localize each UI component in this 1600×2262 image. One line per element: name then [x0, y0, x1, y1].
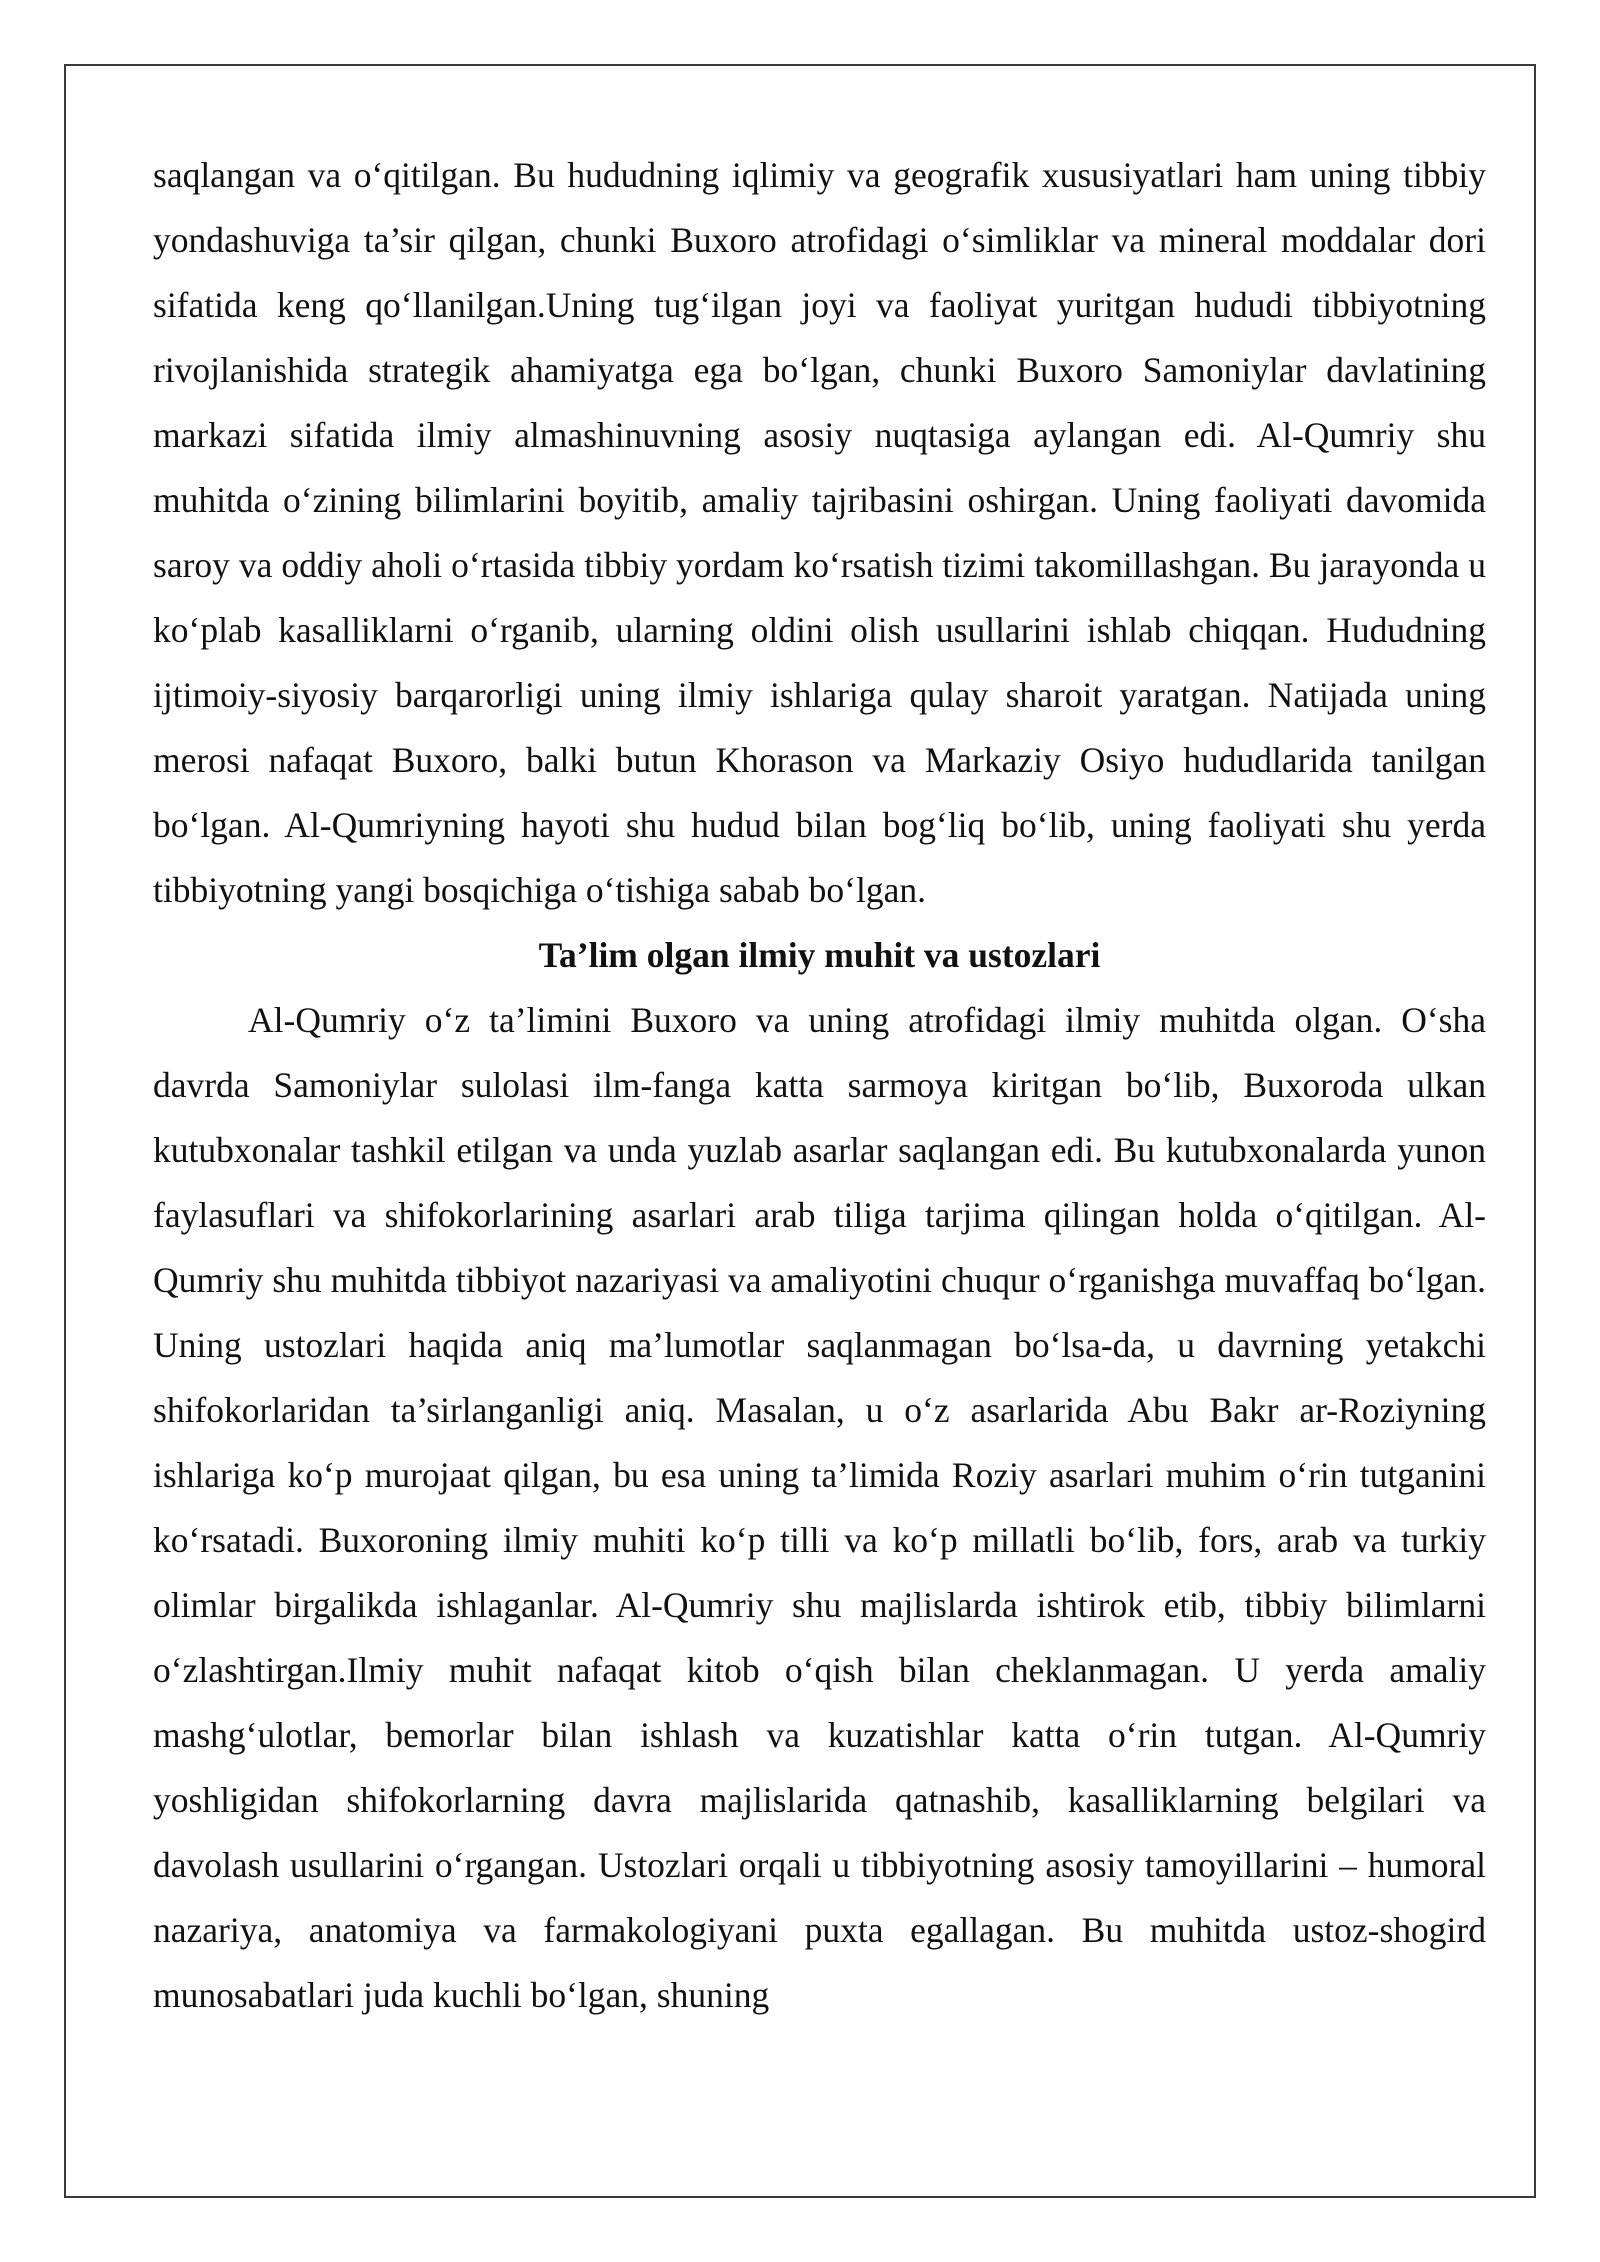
- section-heading: Ta’lim olgan ilmiy muhit va ustozlari: [538, 935, 1101, 975]
- paragraph-continued: saqlangan va o‘qitilgan. Bu hududning iqlimiy va geografik xususiyatlari ham uning tibbiy yondashuviga ta’sir qilgan, chunki Buxoro atrofidagi o‘simliklar va mineral moddalar dori sifatida keng qo‘llanilgan.Uning tug‘ilgan joyi va faoliyat yuritgan hududi tibbiyotning rivojlanishida strategik ahamiyatga ega bo‘lgan, chunki Buxoro Samoniylar davlatining markazi sifatida ilmiy almashinuvning asosiy nuqtasiga aylangan edi. Al-Qumriy shu muhitda o‘zining bilimlarini boyitib, amaliy tajribasini oshirgan. Uning faoliyati davomida saroy va oddiy aholi o‘rtasida tibbiy yordam ko‘rsatish tizimi takomillashgan. Bu jarayonda u ko‘plab kasalliklarni o‘rganib, ularning oldini olish usullarini ishlab chiqqan. Hududning ijtimoiy-siyosiy barqarorligi uning ilmiy ishlariga qulay sharoit yaratgan. Natijada uning merosi nafaqat Buxoro, balki butun Khorason va Markaziy Osiyo hududlarida tanilgan bo‘lgan. Al-Qumriyning hayoti shu hudud bilan bog‘liq bo‘lib, uning faoliyati shu yerda tibbiyotning yangi bosqichiga o‘tishiga sabab bo‘lgan.: [153, 155, 1486, 910]
- paragraph-education: Al-Qumriy o‘z ta’limini Buxoro va uning atrofidagi ilmiy muhitda olgan. O‘sha davrda Samoniylar sulolasi ilm-fanga katta sarmoya kiritgan bo‘lib, Buxoroda ulkan kutubxonalar tashkil etilgan va unda yuzlab asarlar saqlangan edi. Bu kutubxonalarda yunon faylasuflari va shifokorlarining asarlari arab tiliga tarjima qilingan holda o‘qitilgan. Al-Qumriy shu muhitda tibbiyot nazariyasi va amaliyotini chuqur o‘rganishga muvaffaq bo‘lgan. Uning ustozlari haqida aniq ma’lumotlar saqlanmagan bo‘lsa-da, u davrning yetakchi shifokorlaridan ta’sirlanganligi aniq. Masalan, u o‘z asarlarida Abu Bakr ar-Roziyning ishlariga ko‘p murojaat qilgan, bu esa uning ta’limida Roziy asarlari muhim o‘rin tutganini ko‘rsatadi. Buxoroning ilmiy muhiti ko‘p tilli va ko‘p millatli bo‘lib, fors, arab va turkiy olimlar birgalikda ishlaganlar. Al-Qumriy shu majlislarda ishtirok etib, tibbiy bilimlarni o‘zlashtirgan.Ilmiy muhit nafaqat kitob o‘qish bilan cheklanmagan. U yerda amaliy mashg‘ulotlar, bemorlar bilan ishlash va kuzatishlar katta o‘rin tutgan. Al-Qumriy yoshligidan shifokorlarning davra majlislarida qatnashib, kasalliklarning belgilari va davolash usullarini o‘rgangan. Ustozlari orqali u tibbiyotning asosiy tamoyillarini – humoral nazariya, anatomiya va farmakologiyani puxta egallagan. Bu muhitda ustoz-shogird munosabatlari juda kuchli bo‘lgan, shuning: [153, 1000, 1486, 2015]
- document-body: [153, 143, 1486, 2028]
